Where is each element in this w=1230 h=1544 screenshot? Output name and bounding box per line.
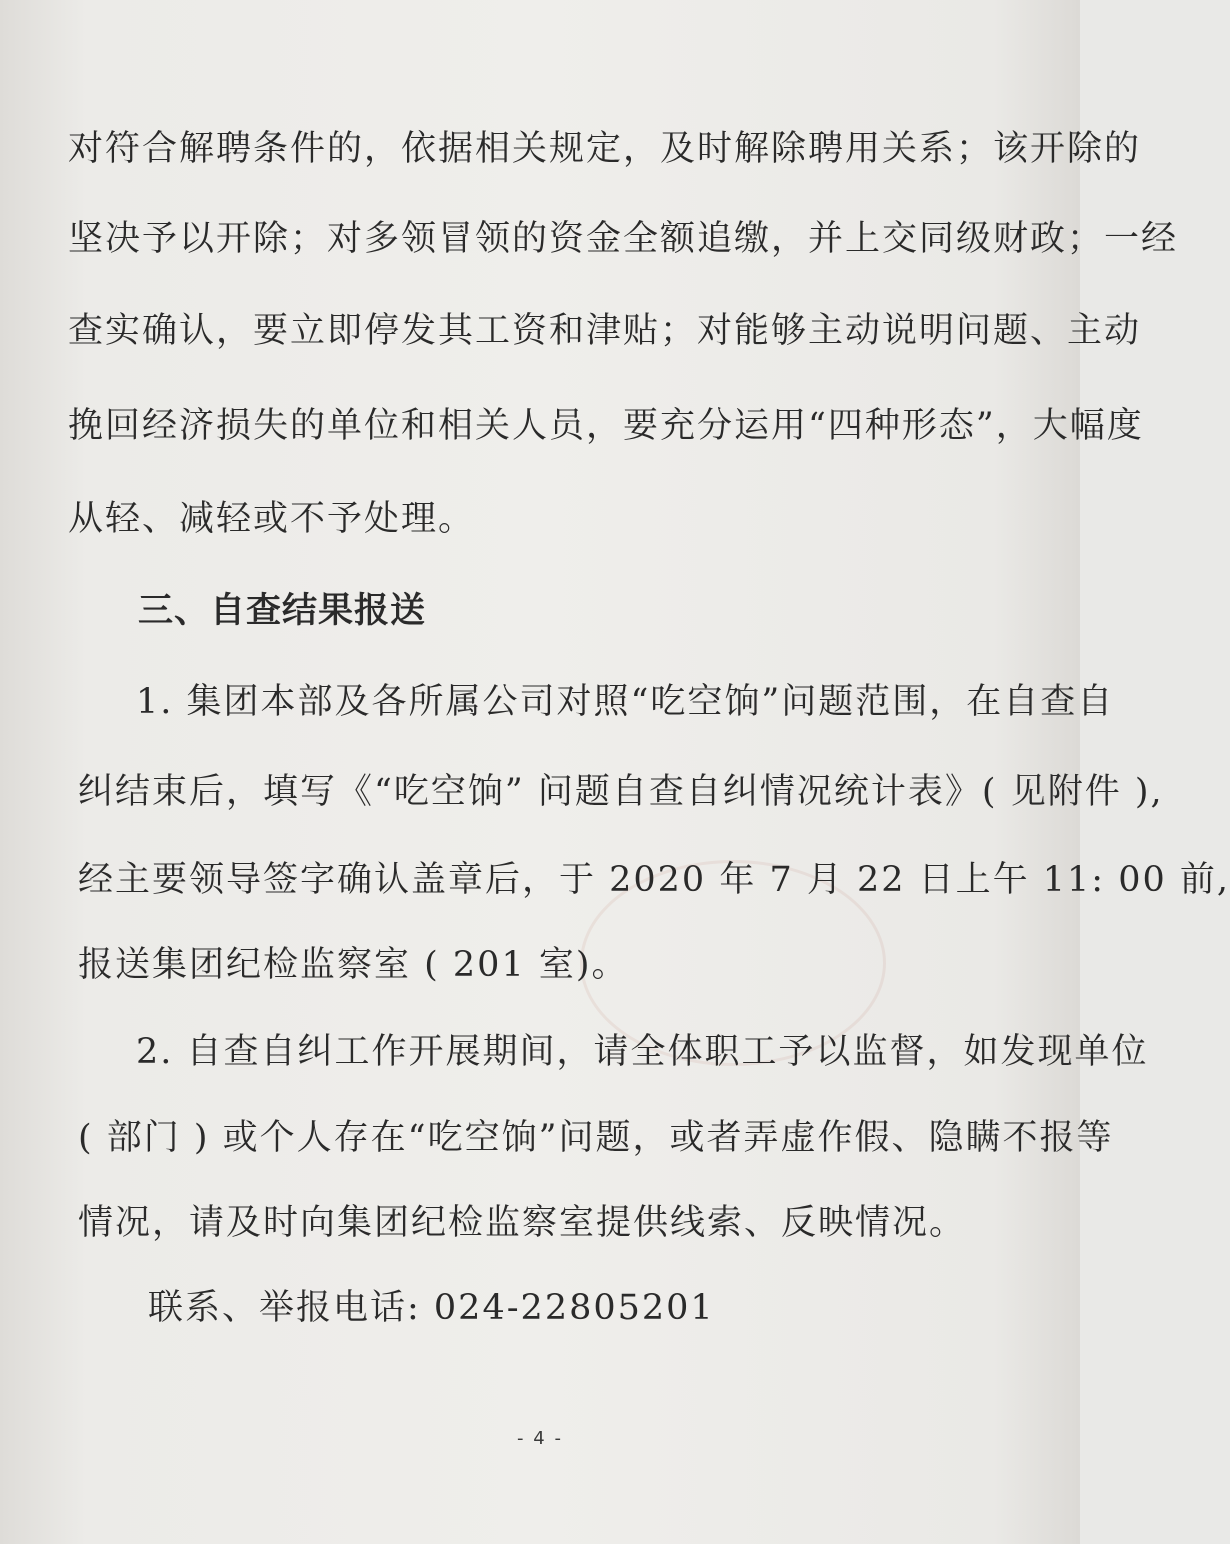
item-1-line-2: 纠结束后，填写《“吃空饷” 问题自查自纠情况统计表》( 见附件 ), bbox=[78, 772, 1164, 812]
paragraph-1-line-1: 对符合解聘条件的，依据相关规定，及时解除聘用关系；该开除的 bbox=[68, 129, 1142, 169]
page-number: - 4 - bbox=[517, 1428, 563, 1449]
item-2-line-2: ( 部门 ) 或个人存在“吃空饷”问题，或者弄虚作假、隐瞒不报等 bbox=[78, 1118, 1114, 1158]
item-1-line-4: 报送集团纪检监察室 ( 201 室)。 bbox=[78, 945, 629, 985]
paragraph-1-line-4: 挽回经济损失的单位和相关人员，要充分运用“四种形态”，大幅度 bbox=[68, 406, 1144, 446]
paragraph-1-line-5: 从轻、减轻或不予处理。 bbox=[68, 499, 476, 539]
item-1-line-1: 1. 集团本部及各所属公司对照“吃空饷”问题范围，在自查自 bbox=[136, 682, 1115, 722]
item-2-line-1: 2. 自查自纠工作开展期间，请全体职工予以监督，如发现单位 bbox=[136, 1032, 1149, 1072]
paragraph-1-line-2: 坚决予以开除；对多领冒领的资金全额追缴，并上交同级财政；一经 bbox=[68, 219, 1179, 259]
paragraph-1-line-3: 查实确认，要立即停发其工资和津贴；对能够主动说明问题、主动 bbox=[68, 311, 1142, 351]
contact-phone-line: 联系、举报电话: 024-22805201 bbox=[148, 1288, 715, 1328]
item-1-line-3: 经主要领导签字确认盖章后，于 2020 年 7 月 22 日上午 11: 00 前, bbox=[78, 860, 1230, 900]
item-2-line-3: 情况，请及时向集团纪检监察室提供线索、反映情况。 bbox=[78, 1203, 967, 1243]
section-3-heading: 三、自查结果报送 bbox=[138, 591, 427, 631]
